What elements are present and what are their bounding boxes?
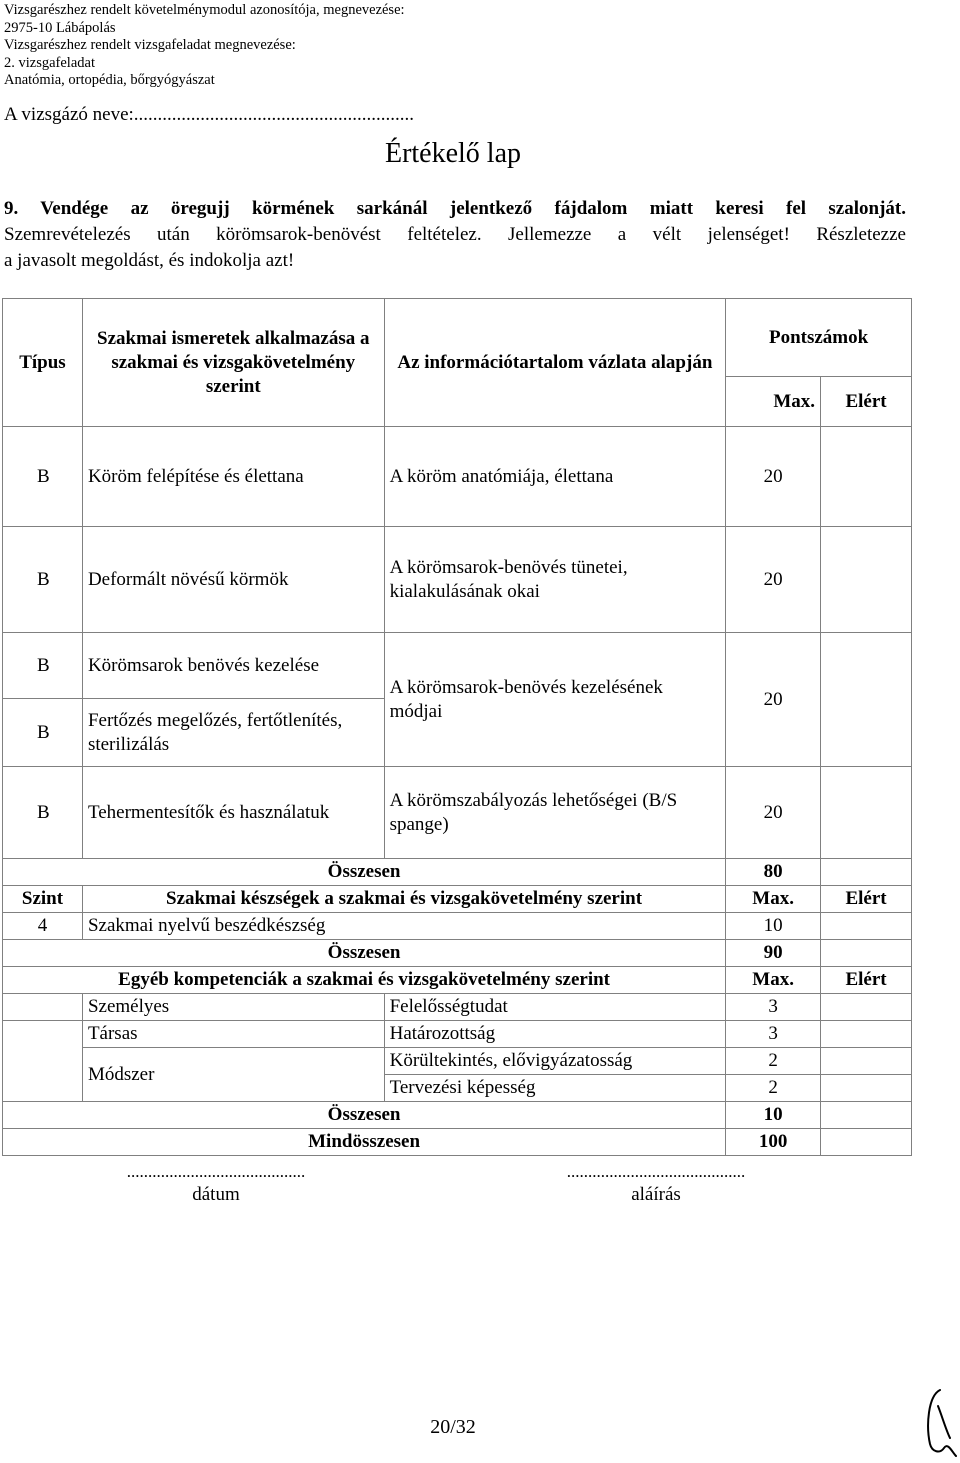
header-achieved: Elért: [821, 377, 912, 427]
competency-group: Társas: [82, 1021, 384, 1048]
competency-row: [3, 1048, 912, 1075]
competency-group: Személyes: [82, 994, 384, 1021]
header-line: 2. vizsgafeladat: [4, 54, 95, 71]
skills-header-row: [3, 886, 912, 913]
header-knowledge: Szakmai ismeretek alkalmazása a szakmai és vizsgakövetelmény szerint: [82, 299, 384, 427]
other-header-row: [3, 967, 912, 994]
header-line: Vizsgarészhez rendelt vizsgafeladat megnevezése:: [4, 37, 296, 53]
row-knowledge: Tehermentesítők és használatuk: [82, 767, 384, 859]
skills-max: 10: [726, 913, 821, 940]
grand-total-value: 100: [726, 1129, 821, 1156]
row-type: B: [3, 699, 83, 767]
subtotal-achieved[interactable]: [821, 940, 912, 967]
header-points: Pontszámok: [726, 299, 912, 377]
document-header: [4, 2, 405, 90]
candidate-name-field: A vizsgázó neve:...........................................................: [4, 104, 415, 125]
header-line: Vizsgarészhez rendelt követelménymodul azonosítója, megnevezése:: [4, 2, 405, 18]
date-signature-block: [76, 1162, 356, 1206]
header-max: Max.: [726, 377, 821, 427]
row-achieved[interactable]: [821, 633, 912, 767]
row-max: 20: [726, 633, 821, 767]
skills-header: Szakmai készségek a szakmai és vizsgakövetelmény szerint: [82, 886, 725, 913]
initials-signature-mark: [922, 1386, 958, 1458]
table-row: [3, 427, 912, 527]
skills-max-header: Max.: [726, 886, 821, 913]
row-outline: A köröm anatómiája, élettana: [384, 427, 726, 527]
other-max-header: Max.: [726, 967, 821, 994]
task-line: 9. Vendége az öregujj körmének sarkánál jelentkező fájdalom miatt keresi fel szalonját.: [4, 198, 906, 219]
grand-total-row: [3, 1129, 912, 1156]
row-knowledge: Körömsarok benövés kezelése: [82, 633, 384, 699]
row-outline: A körömsarok-benövés kezelésének módjai: [384, 633, 726, 767]
competency-achieved[interactable]: [821, 1048, 912, 1075]
subtotal-label: Összesen: [3, 940, 726, 967]
date-label: dátum: [192, 1184, 240, 1205]
other-achieved-header: Elért: [821, 967, 912, 994]
competency-achieved[interactable]: [821, 1021, 912, 1048]
table-header-row: [3, 299, 912, 377]
date-dots: ..........................................: [126, 1162, 306, 1181]
header-line: 2975-10 Lábápolás: [4, 19, 116, 36]
row-max: 20: [726, 767, 821, 859]
subtotal-label: Összesen: [3, 1102, 726, 1129]
row-type: B: [3, 427, 83, 527]
task-description: [4, 196, 906, 274]
task-line: a javasolt megoldást, és indokolja azt!: [4, 250, 295, 271]
table-row: [3, 633, 912, 699]
header-line: Anatómia, ortopédia, bőrgyógyászat: [4, 72, 215, 88]
row-achieved[interactable]: [821, 427, 912, 527]
signature-label: aláírás: [631, 1184, 681, 1205]
header-outline: Az információtartalom vázlata alapján: [384, 299, 726, 427]
row-achieved[interactable]: [821, 767, 912, 859]
competency-item: Felelősségtudat: [384, 994, 726, 1021]
skills-achieved[interactable]: [821, 913, 912, 940]
other-header: Egyéb kompetenciák a szakmai és vizsgakövetelmény szerint: [3, 967, 726, 994]
row-max: 20: [726, 527, 821, 633]
skills-level: 4: [3, 913, 83, 940]
row-type: B: [3, 767, 83, 859]
competency-item: Határozottság: [384, 1021, 726, 1048]
subtotal-achieved[interactable]: [821, 859, 912, 886]
page-title: Értékelő lap: [384, 138, 522, 169]
skills-label: Szakmai nyelvű beszédkészség: [82, 913, 725, 940]
subtotal-label: Összesen: [3, 859, 726, 886]
skills-level-header: Szint: [3, 886, 83, 913]
competency-max: 2: [726, 1075, 821, 1102]
row-knowledge: Köröm felépítése és élettana: [82, 427, 384, 527]
subtotal-value: 10: [726, 1102, 821, 1129]
competency-max: 2: [726, 1048, 821, 1075]
evaluation-table: [2, 298, 912, 1156]
competency-achieved[interactable]: [821, 1075, 912, 1102]
row-outline: A körömszabályozás lehetőségei (B/S spange): [384, 767, 726, 859]
competency-group: Módszer: [82, 1048, 384, 1102]
row-outline: A körömsarok-benövés tünetei, kialakulásának okai: [384, 527, 726, 633]
row-type: B: [3, 633, 83, 699]
row-achieved[interactable]: [821, 527, 912, 633]
row-knowledge: Fertőzés megelőzés, fertőtlenítés, sterilizálás: [82, 699, 384, 767]
table-row: [3, 767, 912, 859]
grand-total-achieved[interactable]: [821, 1129, 912, 1156]
competency-achieved[interactable]: [821, 994, 912, 1021]
table-row: [3, 527, 912, 633]
competency-item: Tervezési képesség: [384, 1075, 726, 1102]
header-type: Típus: [3, 299, 83, 427]
row-type: B: [3, 527, 83, 633]
signature-dots: ..........................................: [566, 1162, 746, 1181]
skills-row: [3, 913, 912, 940]
competency-spacer: [3, 994, 83, 1021]
subtotal-value: 90: [726, 940, 821, 967]
competency-max: 3: [726, 994, 821, 1021]
competency-max: 3: [726, 1021, 821, 1048]
page-number: 20/32: [430, 1416, 476, 1438]
subtotal-value: 80: [726, 859, 821, 886]
subtotal-row: [3, 859, 912, 886]
competency-item: Körültekintés, elővigyázatosság: [384, 1048, 726, 1075]
competency-spacer: [3, 1021, 83, 1048]
subtotal-row: [3, 940, 912, 967]
competency-spacer: [3, 1048, 83, 1102]
row-knowledge: Deformált növésű körmök: [82, 527, 384, 633]
competency-row: [3, 994, 912, 1021]
grand-total-label: Mindösszesen: [3, 1129, 726, 1156]
task-line: Szemrevételezés után körömsarok-benövést feltételez. Jellemezze a vélt jelenséget! Részletezze: [4, 224, 906, 245]
skills-achieved-header: Elért: [821, 886, 912, 913]
row-max: 20: [726, 427, 821, 527]
subtotal-achieved[interactable]: [821, 1102, 912, 1129]
competency-row: [3, 1021, 912, 1048]
signature-block: [516, 1162, 796, 1206]
subtotal-row: [3, 1102, 912, 1129]
